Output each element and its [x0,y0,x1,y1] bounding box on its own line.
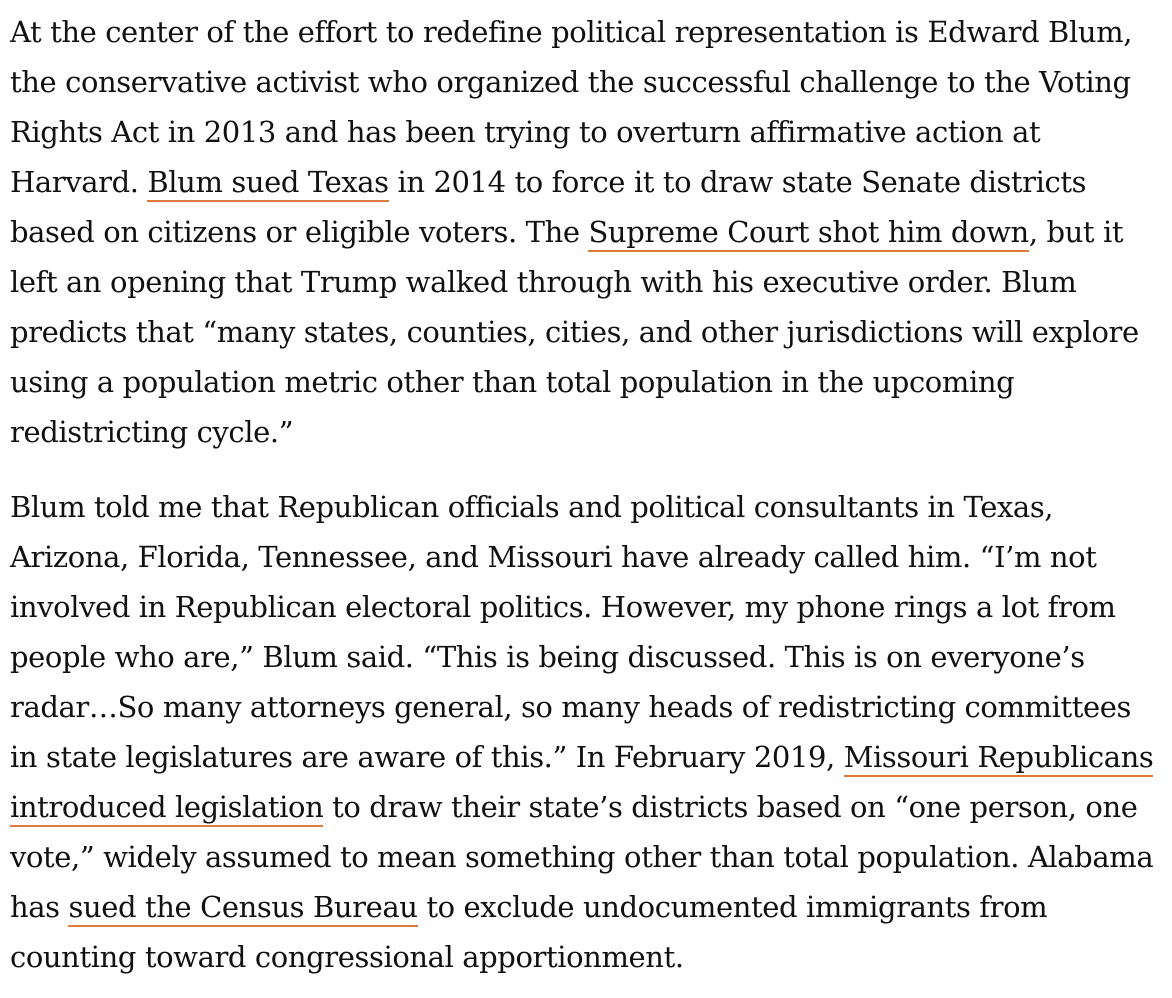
article-body [10,0,1160,982]
paragraph-1 [10,7,1160,457]
paragraph-text: At the center of the effort to redefine political representation is Edward Blum, the conservative activist who organized the successful challenge to the Voting Rights Act in 2013 and has been trying to overturn affirmative action at Harvard. [10,15,1133,199]
link-blum-sued-texas[interactable]: Blum sued Texas [147,165,388,202]
paragraph-2 [10,482,1160,982]
link-sued-census-bureau[interactable]: sued the Census Bureau [68,890,417,927]
link-supreme-court-shot-him-down[interactable]: Supreme Court shot him down [588,215,1028,252]
paragraph-text: Blum told me that Republican officials and political consultants in Texas, Arizona, Florida, Tennessee, and Missouri have already called him. “I’m not involved in Republican electoral politics. However, my phone rings a lot from people who are,” Blum said. “This is being discussed. This is on everyone’s radar…So many attorneys general, so many heads of redistricting committees in state legislatures are aware of this.” In February 2019, [10,490,1132,774]
paragraph-text: to draw their state’s districts based on “one person, one vote,” widely assumed to mean something other than total population. Alabama has [10,790,1154,924]
link-missouri-republicans-legislation[interactable]: Missouri Republicans introduced legislation [10,740,1153,827]
paragraph-text: , but it left an opening that Trump walked through with his executive order. Blum predicts that “many states, counties, cities, and other jurisdictions will explore using a population metric other than total population in the upcoming redistricting cycle.” [10,215,1139,449]
paragraph-text: to exclude undocumented immigrants from counting toward congressional apportionment. [10,890,1048,974]
paragraph-text: in 2014 to force it to draw state Senate districts based on citizens or eligible voters. The [10,165,1087,249]
